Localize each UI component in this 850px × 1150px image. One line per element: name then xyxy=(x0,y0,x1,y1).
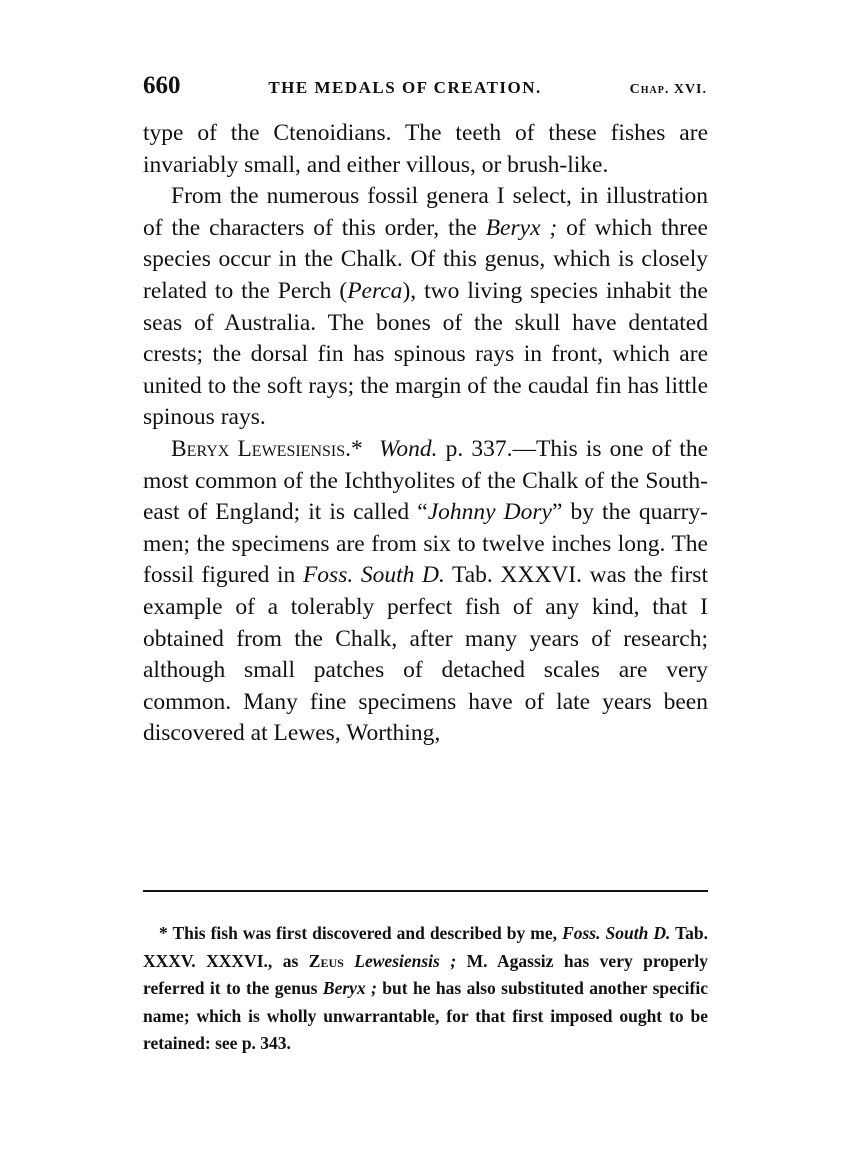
p3-text-c: Tab. XXXVI. was the first example of a tolerably perfect fish of any kind, that I obtained from the Chalk, after many years of research; although small patches of detached scales are very common. Many fine specimens have of late years been discovered at Lewes, Worthing, xyxy=(143,562,708,747)
p3-johnny-dory: Johnny Dory xyxy=(427,499,552,526)
p2-text-a: From the numerous fossil genera I select, in illustration of the characters of this order, the xyxy=(143,183,708,241)
p3-foss-ref: Foss. South D. xyxy=(302,562,445,589)
fn-text-c: M. Agassiz has very properly referred it to the genus xyxy=(143,950,708,998)
fn-zeus: Zeus xyxy=(308,950,344,971)
p3-wond: Wond. xyxy=(378,435,438,462)
footnote-text xyxy=(143,920,708,1058)
p2-beryx: Beryx ; xyxy=(485,214,558,241)
page-number: 660 xyxy=(143,72,181,99)
fn-lewesiensis: Lewesiensis ; xyxy=(354,950,457,971)
chapter-label: Chap. XVI. xyxy=(629,82,707,97)
paragraph-3 xyxy=(143,434,708,750)
fn-foss-ref: Foss. South D. xyxy=(562,923,671,943)
p2-text-b: of which three species occur in the Chalk. Of this genus, which is closely related to the Perch ( xyxy=(143,214,708,304)
p2-perca: Perca xyxy=(347,277,403,304)
running-title: THE MEDALS OF CREATION. xyxy=(268,78,542,97)
p3-text-a: p. 337.—This is one of the most common of the Ichthyolites of the Chalk of the South-east of England; it is called “ xyxy=(143,435,709,526)
fn-beryx: Beryx ; xyxy=(322,978,377,998)
fn-text-a: * This fish was first discovered and described by me, xyxy=(159,923,563,943)
species-heading: Beryx Lewesiensis.* xyxy=(171,435,363,462)
fn-text-b: Tab. XXXV. XXXVI., as xyxy=(143,923,708,971)
body-text xyxy=(143,118,708,750)
p2-text-c: ), two living species inhabit the seas of Australia. The bones of the skull have dentated crests; the dorsal fin has spinous rays in front, which are united to the soft rays; the margin of the caudal fin has little spinous rays. xyxy=(143,277,708,431)
p3-text-b: ” by the quarry-men; the specimens are from six to twelve inches long. The fossil figured in xyxy=(143,499,708,589)
paragraph-2 xyxy=(143,181,708,434)
paragraph-1: type of the Ctenoidians. The teeth of these fishes are invariably small, and either villous, or brush-like. xyxy=(143,120,708,178)
footnote-divider xyxy=(143,890,708,892)
running-header xyxy=(143,72,707,108)
footnote xyxy=(143,920,708,1058)
fn-text-d: but he has also substituted another specific name; which is wholly unwarrantable, for that first imposed ought to be retained: see p. 343. xyxy=(143,978,708,1053)
